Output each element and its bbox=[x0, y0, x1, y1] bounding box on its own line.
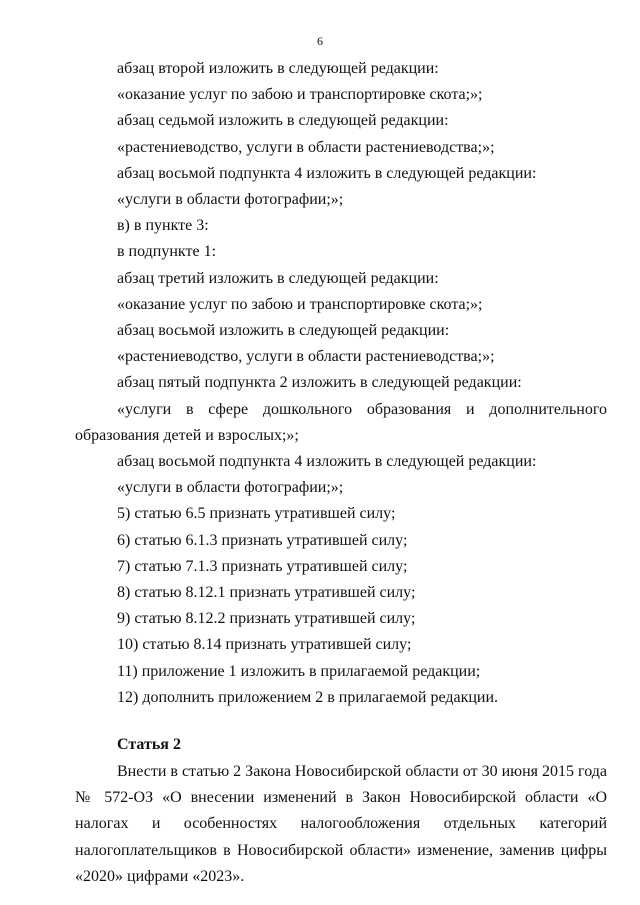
paragraph: абзац пятый подпункта 2 изложить в следующей редакции: bbox=[117, 374, 522, 392]
paragraph: «растениеводство, услуги в области растениеводства;»; bbox=[117, 138, 495, 156]
paragraph: 9) статью 8.12.2 признать утратившей силу; bbox=[117, 610, 416, 628]
paragraph: «оказание услуг по забою и транспортировке скота;»; bbox=[117, 295, 483, 313]
paragraph: абзац третий изложить в следующей редакции: bbox=[117, 269, 439, 287]
paragraph: абзац второй изложить в следующей редакции: bbox=[117, 60, 439, 77]
article-text: Внести в статью 2 Закона Новосибирской области от 30 июня 2015 года № 572-ОЗ «О внесении изменений в Закон Новосибирской области «О налогах и особенностях налогообложения отдельных категорий налогоплательщиков в Новосибирской области» изменение, заменив цифры «2020» цифрами «2023». bbox=[75, 763, 607, 885]
paragraph: 12) дополнить приложением 2 в прилагаемой редакции. bbox=[117, 688, 499, 706]
paragraph: 8) статью 8.12.1 признать утратившей силу; bbox=[117, 584, 416, 602]
document-body bbox=[75, 56, 607, 890]
paragraph: «услуги в области фотографии;»; bbox=[117, 191, 344, 209]
paragraph: 10) статью 8.14 признать утратившей силу; bbox=[117, 636, 412, 654]
paragraph: 7) статью 7.1.3 признать утратившей силу; bbox=[117, 557, 408, 575]
paragraph: абзац восьмой изложить в следующей редакции: bbox=[117, 322, 450, 340]
paragraph: абзац восьмой подпункта 4 изложить в следующей редакции: bbox=[117, 164, 537, 182]
paragraph: 5) статью 6.5 признать утратившей силу; bbox=[117, 505, 396, 523]
paragraph: в) в пункте 3: bbox=[117, 217, 209, 235]
page-number: 6 bbox=[317, 34, 323, 48]
paragraph: «оказание услуг по забою и транспортировке скота;»; bbox=[117, 86, 483, 104]
paragraph: 6) статью 6.1.3 признать утратившей силу; bbox=[117, 531, 408, 549]
article-heading: Статья 2 bbox=[117, 736, 181, 754]
paragraph: абзац восьмой подпункта 4 изложить в следующей редакции: bbox=[117, 453, 537, 471]
paragraph: 11) приложение 1 изложить в прилагаемой редакции; bbox=[117, 662, 481, 680]
paragraph: «услуги в сфере дошкольного образования и дополнительного образования детей и взрослых;»; bbox=[75, 400, 607, 444]
paragraph: «услуги в области фотографии;»; bbox=[117, 479, 344, 497]
paragraph: «растениеводство, услуги в области растениеводства;»; bbox=[117, 348, 495, 366]
paragraph: в подпункте 1: bbox=[117, 243, 217, 261]
paragraph: абзац седьмой изложить в следующей редакции: bbox=[117, 112, 449, 130]
